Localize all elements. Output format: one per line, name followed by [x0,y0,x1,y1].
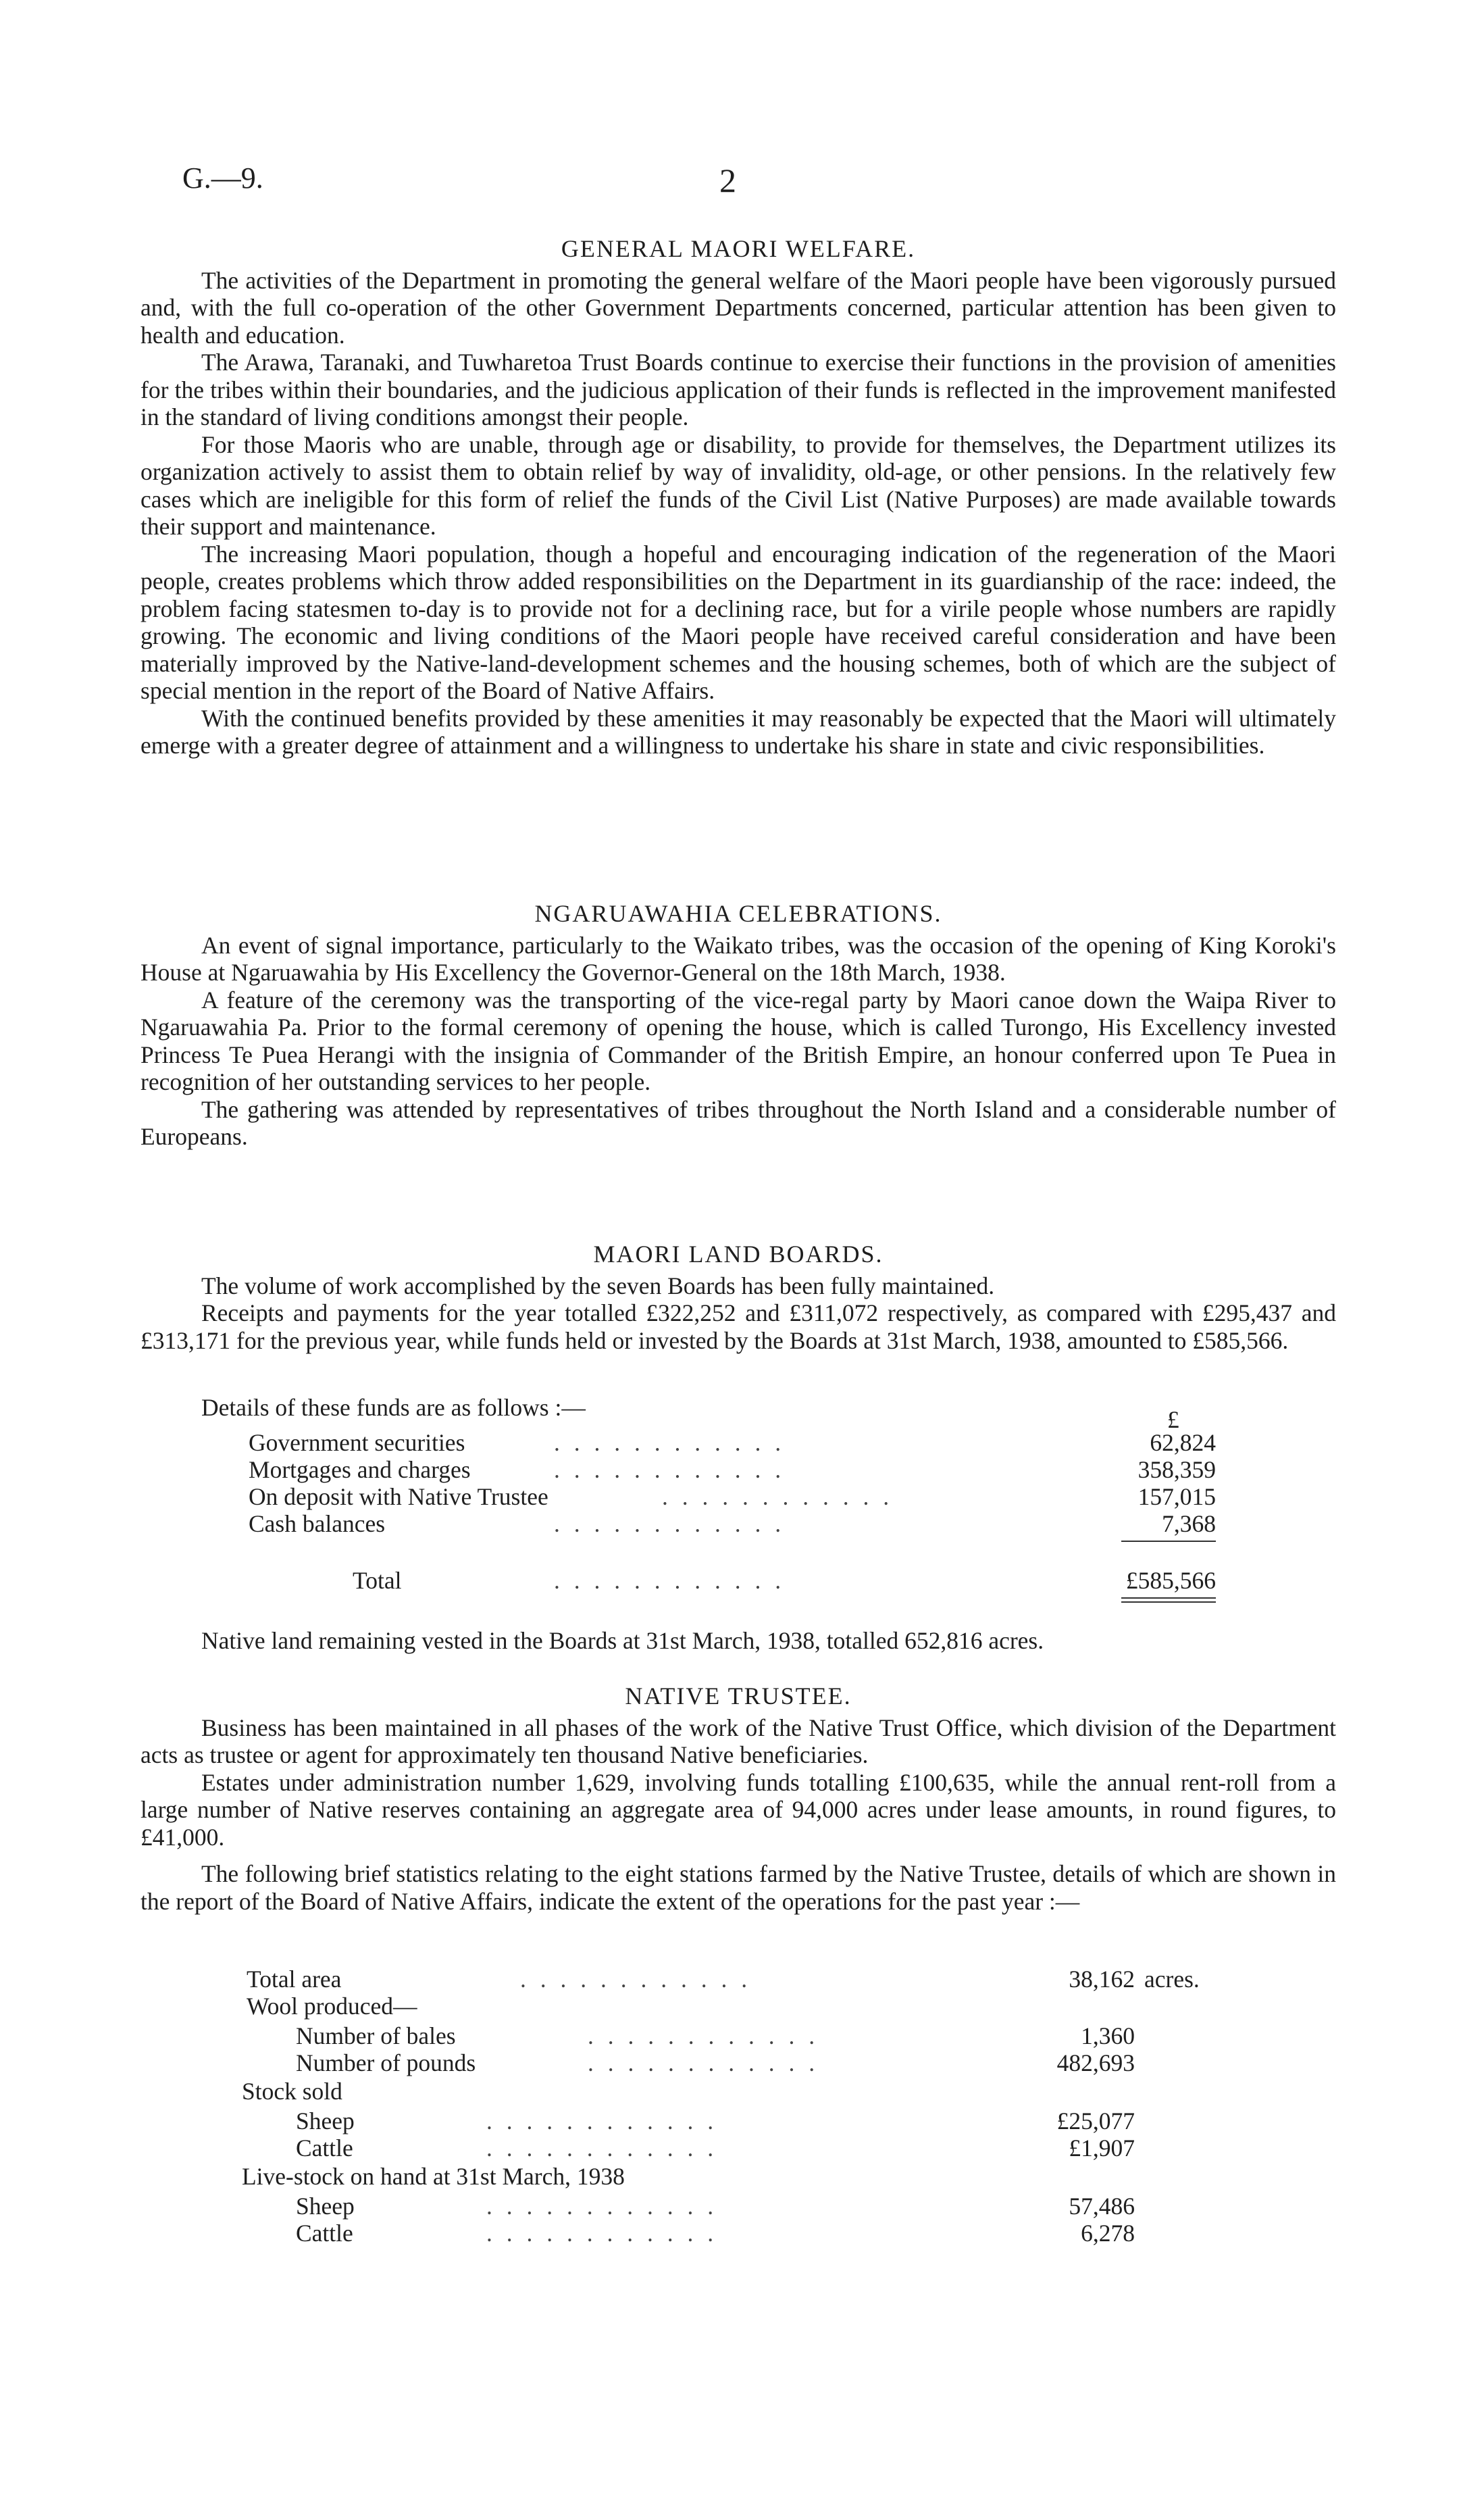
paragraph: The Arawa, Taranaki, and Tuwharetoa Trust Boards continue to exercise their functions in the provision of amenities for the tribes within their boundaries, and the judicious application of their funds is reflected in the improvement manifested in the standard of living conditions amongst their people. [140,349,1336,430]
heading-native-trustee: NATIVE TRUSTEE. [625,1682,852,1709]
stats-subheading: Stock sold [242,2078,342,2105]
heading-land-boards: MAORI LAND BOARDS. [593,1241,884,1268]
paragraph: Estates under administration number 1,629, involving funds totalling £100,635, while the annual rent-roll from a large number of Native reserves containing an aggregate area of 94,000 acres under lease amounts, in round figures, to £41,000. [140,1768,1336,1851]
currency-symbol: £ [1167,1406,1179,1433]
paragraph: The activities of the Department in promoting the general welfare of the Maori people have been vigorously pursued and, with the full co-operation of the other Government Departments concerned, particular attention has been given to health and education. [140,266,1336,349]
section-native-trustee [140,1682,1336,1915]
page-number: 2 [719,161,736,199]
total-rule [1121,1597,1216,1599]
paragraph: With the continued benefits provided by these amenities it may reasonably be expected that the Maori will ultimately emerge with a greater degree of attainment and a willingness to undertake his share in state and civic responsibilities. [140,704,1336,759]
funds-intro: Details of these funds are as follows :— [201,1394,586,1421]
land-boards-closing [140,1627,1336,1655]
paragraph: A feature of the ceremony was the transporting of the vice-regal party by Maori canoe down the Waipa River to Ngaruawahia Pa. Prior to the formal ceremony of opening the house, which is called Turongo, His Excellency invested Princess Te Puea Herangi with the insignia of Commander of the British Empire, an honour conferred upon Te Puea in recognition of her outstanding services to her people. [140,986,1336,1095]
paragraph: An event of signal importance, particularly to the Waikato tribes, was the occasion of the opening of King Koroki's House at Ngaruawahia by His Excellency the Governor-General on the 18th March, 1938. [140,931,1336,986]
total-rule [1121,1601,1216,1603]
report-reference: G.—9. [182,161,263,195]
section-land-boards [140,1241,1336,1354]
paragraph: The gathering was attended by representatives of tribes throughout the North Island and a considerable number of Europeans. [140,1095,1336,1150]
paragraph: The following brief statistics relating to the eight stations farmed by the Native Trustee, details of which are shown in the report of the Board of Native Affairs, indicate the extent of the operations for the past year :— [140,1860,1336,1915]
paragraph: Native land remaining vested in the Boards at 31st March, 1938, totalled 652,816 acres. [201,1627,1044,1654]
paragraph: For those Maoris who are unable, through age or disability, to provide for themselves, the Department utilizes its organization actively to assist them to obtain relief by way of invalidity, old-age, or other pensions. In the relatively few cases which are ineligible for this form of relief the funds of the Civil List (Native Purposes) are made available towards their support and maintenance. [140,430,1336,540]
funds-table: Details of these funds are as follows :— £ Government securities . . . . . . . . . . . . 62,824 Mortgages and charges . . . . . . . . . . . . 358,359 On deposit with Native Trustee . . . . . . . . . . . . 157,015 Cash balances . . . . . . . . . . . . 7,368 Total . . . . . . . . . . . . £585,566 [0,1393,1484,1596]
stats-subheading: Wool produced— [247,1993,417,2020]
heading-celebrations: NGARUAWAHIA CELEBRATIONS. [534,900,942,927]
paragraph: The increasing Maori population, though a hopeful and encouraging indication of the regeneration of the Maori people, creates problems which throw added responsibilities on the Department in its guardianship of the race: indeed, the problem facing statesmen to-day is to provide not for a declining race, but for a virile people whose numbers are rapidly growing. The economic and living conditions of the Maori people have received careful consideration and have been materially improved by the Native-land-development schemes and the housing schemes, both of which are the subject of special mention in the report of the Board of Native Affairs. [140,540,1336,704]
paragraph: Receipts and payments for the year totalled £322,252 and £311,072 respectively, as compared with £295,437 and £313,171 for the previous year, while funds held or invested by the Boards at 31st March, 1938, amounted to £585,566. [140,1299,1336,1354]
paragraph: The volume of work accomplished by the seven Boards has been fully maintained. [201,1272,995,1299]
subtotal-rule [1121,1541,1216,1542]
paragraph: Business has been maintained in all phases of the work of the Native Trust Office, which division of the Department acts as trustee or agent for approximately ten thousand Native beneficiaries. [140,1714,1336,1768]
section-general-welfare [140,235,1336,759]
stats-subheading: Live-stock on hand at 31st March, 1938 [242,2163,625,2190]
trustee-stats-table: Total area . . . . . . . . . . . . 38,162 acres. Wool produced— Number of bales . . . . . . . . . . . . 1,360 Number of pounds . . . . . . . . . . . . 482,693 Stock sold Sheep . . . . . . . . . . . . £25,077 Cattle . . . . . . . . . . . . £1,907 Live-stock on hand at 31st March, 1938 Sheep . . . . . . . . . . . . 57,486 Cattle . . . . . . . . . . . . 6,278 [242,1966,1200,2247]
heading-general-welfare: GENERAL MAORI WELFARE. [561,235,916,262]
section-celebrations [140,900,1336,1151]
